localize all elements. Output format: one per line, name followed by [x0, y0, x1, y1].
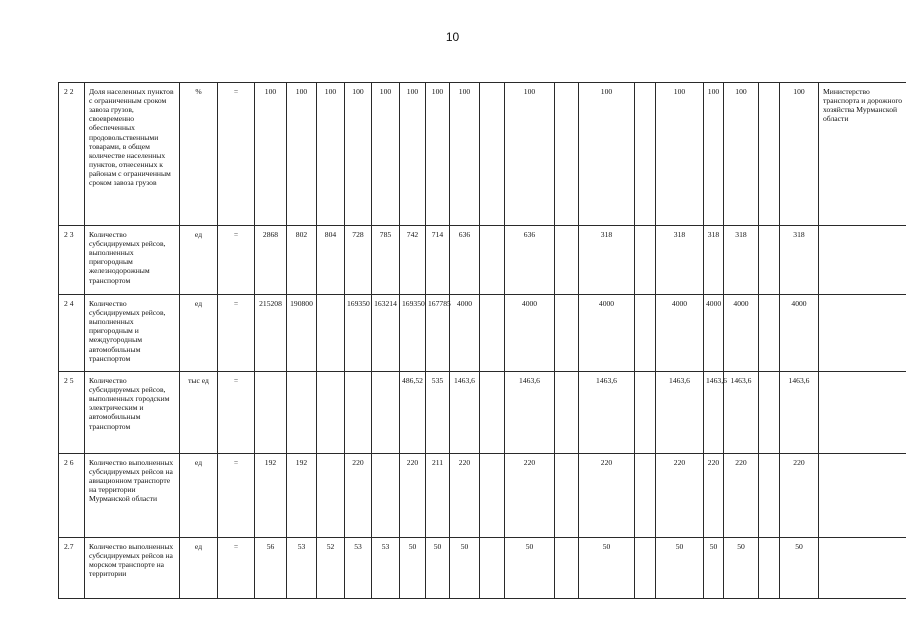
value-cell: 215208	[255, 295, 287, 372]
value-cell: 100	[780, 83, 819, 226]
value-cell: 163214	[372, 295, 400, 372]
value-cell: 50	[450, 538, 480, 599]
row-index: 2.7	[59, 538, 85, 599]
value-cell	[345, 372, 372, 454]
unit-cell: ед	[180, 226, 218, 295]
value-cell	[635, 83, 656, 226]
table-row	[59, 372, 906, 454]
unit-cell: ед	[180, 538, 218, 599]
value-cell	[759, 454, 780, 538]
table-row	[59, 454, 906, 538]
value-cell: 169350	[345, 295, 372, 372]
value-cell: 100	[450, 83, 480, 226]
value-cell	[372, 454, 400, 538]
value-cell: 1463,6	[704, 372, 724, 454]
responsible-cell: Министерство транспорта и дорожного хозяйства Мурманской области	[819, 83, 906, 226]
value-cell: 220	[724, 454, 759, 538]
table-row	[59, 83, 906, 226]
value-cell: 535	[426, 372, 450, 454]
responsible-cell	[819, 226, 906, 295]
value-cell: 220	[345, 454, 372, 538]
trend-sign: =	[218, 372, 255, 454]
value-cell: 4000	[780, 295, 819, 372]
table-row	[59, 295, 906, 372]
value-cell: 4000	[704, 295, 724, 372]
value-cell: 211	[426, 454, 450, 538]
value-cell: 4000	[656, 295, 704, 372]
value-cell: 1463,6	[505, 372, 555, 454]
trend-sign: =	[218, 83, 255, 226]
value-cell	[635, 226, 656, 295]
row-index: 2 4	[59, 295, 85, 372]
value-cell	[480, 83, 505, 226]
value-cell: 100	[372, 83, 400, 226]
unit-cell: ед	[180, 454, 218, 538]
value-cell: 4000	[505, 295, 555, 372]
value-cell: 192	[255, 454, 287, 538]
unit-cell: %	[180, 83, 218, 226]
value-cell: 50	[724, 538, 759, 599]
value-cell: 636	[505, 226, 555, 295]
value-cell: 636	[450, 226, 480, 295]
value-cell: 1463,6	[780, 372, 819, 454]
value-cell: 52	[317, 538, 345, 599]
value-cell: 220	[505, 454, 555, 538]
value-cell: 50	[505, 538, 555, 599]
trend-sign: =	[218, 538, 255, 599]
page-number: 10	[445, 30, 460, 44]
value-cell: 192	[287, 454, 317, 538]
value-cell	[555, 295, 579, 372]
value-cell: 50	[400, 538, 426, 599]
value-cell	[635, 372, 656, 454]
value-cell	[317, 295, 345, 372]
value-cell: 50	[579, 538, 635, 599]
value-cell	[287, 372, 317, 454]
value-cell: 169350	[400, 295, 426, 372]
responsible-cell	[819, 372, 906, 454]
indicator-name: Количество субсидируемых рейсов, выполненных пригородным и междугородным автомобильным транспортом	[85, 295, 180, 372]
value-cell: 4000	[724, 295, 759, 372]
value-cell: 318	[724, 226, 759, 295]
value-cell: 714	[426, 226, 450, 295]
value-cell: 50	[704, 538, 724, 599]
responsible-cell	[819, 295, 906, 372]
responsible-cell	[819, 538, 906, 599]
value-cell	[635, 295, 656, 372]
value-cell: 742	[400, 226, 426, 295]
value-cell	[480, 538, 505, 599]
value-cell	[480, 372, 505, 454]
value-cell	[555, 226, 579, 295]
value-cell: 220	[780, 454, 819, 538]
value-cell: 53	[345, 538, 372, 599]
value-cell: 2868	[255, 226, 287, 295]
value-cell	[555, 454, 579, 538]
value-cell: 728	[345, 226, 372, 295]
row-index: 2 5	[59, 372, 85, 454]
value-cell: 100	[255, 83, 287, 226]
value-cell	[480, 226, 505, 295]
value-cell	[317, 454, 345, 538]
row-index: 2 3	[59, 226, 85, 295]
value-cell	[759, 226, 780, 295]
value-cell: 486,52	[400, 372, 426, 454]
row-index: 2 2	[59, 83, 85, 226]
value-cell: 100	[656, 83, 704, 226]
value-cell: 318	[656, 226, 704, 295]
indicator-name: Количество выполненных субсидируемых рейсов на морском транспорте на территории	[85, 538, 180, 599]
value-cell: 1463,6	[579, 372, 635, 454]
value-cell: 804	[317, 226, 345, 295]
value-cell	[317, 372, 345, 454]
table-row	[59, 538, 906, 599]
value-cell: 100	[317, 83, 345, 226]
unit-cell: тыс ед	[180, 372, 218, 454]
value-cell	[759, 295, 780, 372]
value-cell: 4000	[450, 295, 480, 372]
value-cell: 100	[579, 83, 635, 226]
row-index: 2 6	[59, 454, 85, 538]
value-cell: 802	[287, 226, 317, 295]
value-cell: 190800	[287, 295, 317, 372]
value-cell: 220	[656, 454, 704, 538]
value-cell: 100	[287, 83, 317, 226]
indicators-table	[58, 82, 906, 599]
value-cell: 220	[704, 454, 724, 538]
value-cell: 318	[704, 226, 724, 295]
trend-sign: =	[218, 454, 255, 538]
value-cell: 100	[400, 83, 426, 226]
value-cell	[480, 295, 505, 372]
value-cell	[372, 372, 400, 454]
value-cell: 100	[724, 83, 759, 226]
value-cell	[555, 538, 579, 599]
value-cell: 50	[656, 538, 704, 599]
value-cell	[555, 83, 579, 226]
value-cell: 4000	[579, 295, 635, 372]
value-cell	[759, 538, 780, 599]
value-cell: 167785	[426, 295, 450, 372]
indicator-name: Количество субсидируемых рейсов, выполненных городским электрическим и автомобильным транспортом	[85, 372, 180, 454]
value-cell	[480, 454, 505, 538]
unit-cell: ед	[180, 295, 218, 372]
value-cell	[635, 538, 656, 599]
value-cell: 56	[255, 538, 287, 599]
value-cell: 53	[372, 538, 400, 599]
trend-sign: =	[218, 295, 255, 372]
responsible-cell	[819, 454, 906, 538]
value-cell: 100	[345, 83, 372, 226]
value-cell: 318	[579, 226, 635, 295]
value-cell: 220	[579, 454, 635, 538]
value-cell: 1463,6	[656, 372, 704, 454]
value-cell	[759, 372, 780, 454]
value-cell: 785	[372, 226, 400, 295]
value-cell: 220	[450, 454, 480, 538]
indicator-name: Доля населенных пунктов с ограниченным сроком завоза грузов, своевременно обеспеченных продовольственными товарами, в общем количестве населенных пунктов, отнесенных к районам с ограниченным сроком завоза грузов	[85, 83, 180, 226]
value-cell	[759, 83, 780, 226]
trend-sign: =	[218, 226, 255, 295]
value-cell: 220	[400, 454, 426, 538]
value-cell: 1463,6	[450, 372, 480, 454]
value-cell: 50	[426, 538, 450, 599]
table-row	[59, 226, 906, 295]
value-cell: 318	[780, 226, 819, 295]
value-cell: 100	[426, 83, 450, 226]
value-cell	[255, 372, 287, 454]
value-cell: 1463,6	[724, 372, 759, 454]
value-cell: 50	[780, 538, 819, 599]
indicator-name: Количество субсидируемых рейсов, выполненных пригородным железнодорожным транспортом	[85, 226, 180, 295]
value-cell: 100	[704, 83, 724, 226]
value-cell: 53	[287, 538, 317, 599]
value-cell: 100	[505, 83, 555, 226]
indicator-name: Количество выполненных субсидируемых рейсов на авиационном транспорте на территории Мурманской области	[85, 454, 180, 538]
value-cell	[635, 454, 656, 538]
value-cell	[555, 372, 579, 454]
